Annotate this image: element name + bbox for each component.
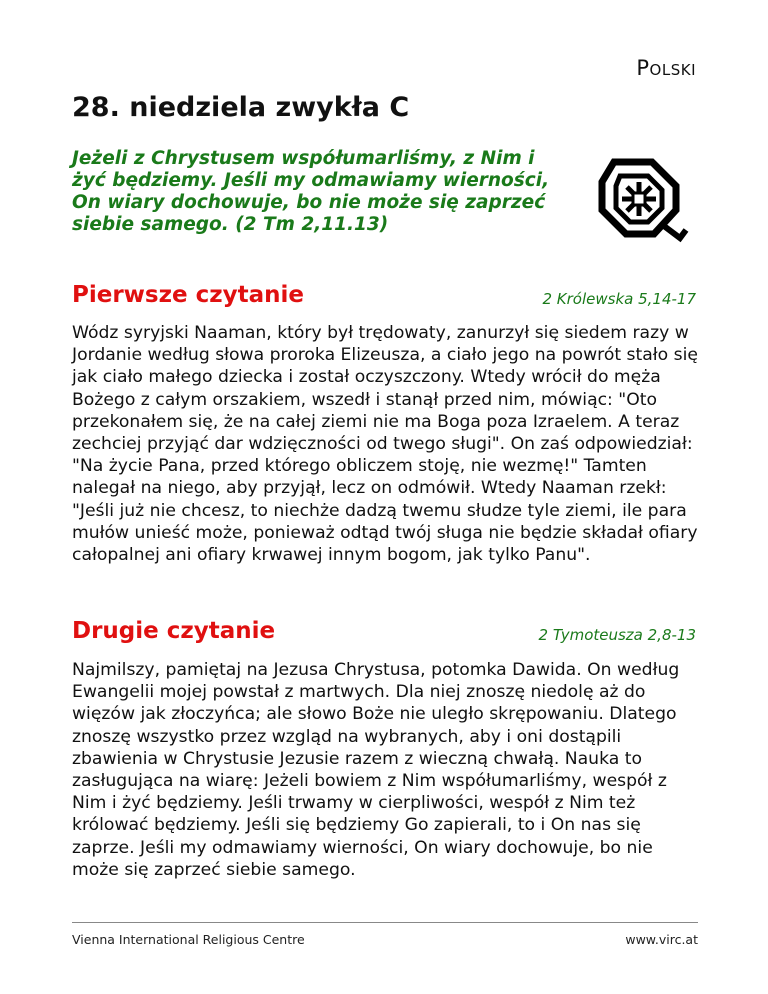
epigraph-quote: Jeżeli z Chrystusem współumarliśmy, z Nim i żyć będziemy. Jeśli my odmawiamy wierności, On wiary dochowuje, bo nie może się zaprzeć siebie samego. (2 Tm 2,11.13) — [72, 148, 550, 235]
virc-logo-icon — [590, 152, 690, 244]
footer-divider — [72, 922, 698, 923]
footer-organization: Vienna International Religious Centre — [72, 932, 305, 947]
page-title: 28. niedziela zwykła C — [72, 92, 410, 123]
second-reading-text: Najmilszy, pamiętaj na Jezusa Chrystusa, potomka Dawida. On według Ewangelii mojej powstał z martwych. Dla niej znoszę niedolę aż do więzów jak złoczyńca; ale słowo Boże nie uległo skrępowaniu. Dlatego znoszę wszystko przez wzgląd na wybranych, aby i oni dostąpili zbawienia w Chrystusie Jezusie razem z wieczną chwałą. Nauka to zasługująca na wiarę: Jeżeli bowiem z Nim współumarliśmy, wespół z Nim i żyć będziemy. Jeśli trwamy w cierpliwości, wespół z Nim też królować będziemy. Jeśli się będziemy Go zapierali, to i On nas się zaprze. Jeśli my odmawiamy wierności, On wiary dochowuje, bo nie może się zaprzeć siebie samego. — [72, 660, 680, 880]
first-reading-heading: Pierwsze czytanie — [72, 282, 304, 308]
language-label: Polski — [636, 56, 696, 80]
first-reading-reference: 2 Królewska 5,14-17 — [542, 290, 696, 308]
first-reading-text: Wódz syryjski Naaman, który był trędowaty, zanurzył się siedem razy w Jordanie według słowa proroka Elizeusza, a ciało jego na powrót stało się jak ciało małego dziecka i został oczyszczony. Wtedy wrócił do męża Bożego z całym orszakiem, wszedł i stanął przed nim, mówiąc: "Oto przekonałem się, że na całej ziemi nie ma Boga poza Izraelem. A teraz zechciej przyjąć dar wdzięczności od twego sługi". On zaś odpowiedział: "Na życie Pana, przed którego obliczem stoję, nie wezmę!" Tamten nalegał na niego, aby przyjął, lecz on odmówił. Wtedy Naaman rzekł: "Jeśli już nie chcesz, to niechże dadzą twemu słudze tyle ziemi, ile para mułów unieść może, ponieważ odtąd twój sługa nie będzie składał ofiary całopalnej ani ofiary krwawej innym bogom, jak tylko Panu". — [72, 323, 698, 566]
second-reading-heading: Drugie czytanie — [72, 618, 276, 644]
second-reading-reference: 2 Tymoteusza 2,8-13 — [538, 626, 696, 644]
footer-website: www.virc.at — [625, 932, 698, 947]
